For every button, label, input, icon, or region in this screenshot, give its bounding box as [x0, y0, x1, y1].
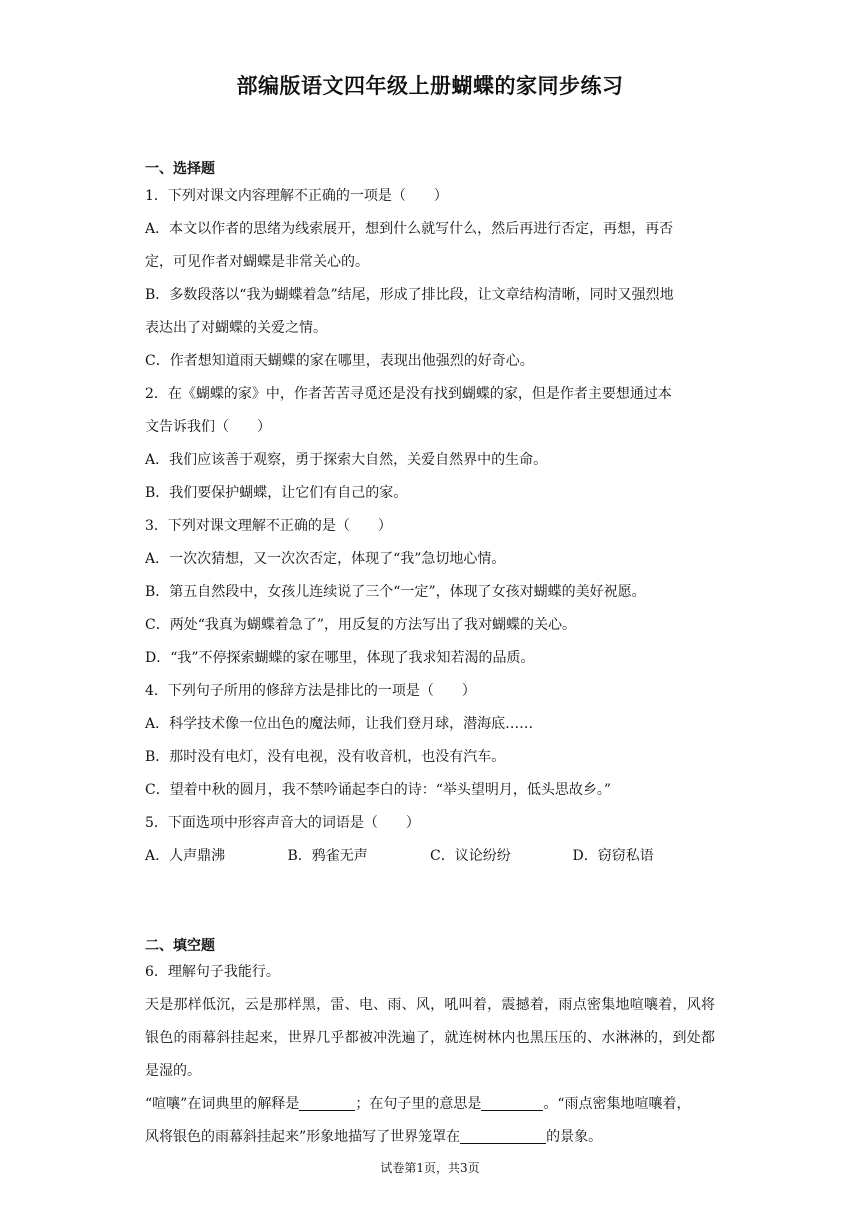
question-1-option-b: B．多数段落以“我为蝴蝶着急”结尾，形成了排比段，让文章结构清晰，同时又强烈地 — [145, 287, 674, 303]
fill-text-5: 的景象。 — [546, 1129, 603, 1145]
question-2-option-b: B．我们要保护蝴蝶，让它们有自己的家。 — [145, 485, 408, 501]
question-1-option-b-cont: 表达出了对蝴蝶的关爱之情。 — [145, 320, 327, 336]
question-4-option-c: C．望着中秋的圆月，我不禁吟诵起李白的诗：“举头望明月，低头思故乡。” — [145, 782, 612, 798]
question-3-option-a: A．一次次猜想，又一次次否定，体现了“我”急切地心情。 — [145, 551, 506, 567]
question-3-option-c: C．两处“我真为蝴蝶着急了”，用反复的方法写出了我对蝴蝶的关心。 — [145, 617, 577, 633]
question-5-option-b: B．鸦雀无声 — [287, 848, 368, 864]
answer-blank-3[interactable] — [460, 1127, 546, 1144]
question-6-stem: 6．理解句子我能行。 — [145, 964, 280, 980]
question-1-stem: 1．下列对课文内容理解不正确的一项是（ ） — [145, 188, 448, 204]
fill-questions — [145, 956, 715, 1154]
question-5-option-c: C．议论纷纷 — [430, 848, 511, 864]
question-6-fill-line-2 — [145, 1121, 715, 1154]
question-1-option-a: A．本文以作者的思绪为线索展开，想到什么就写什么，然后再进行否定，再想，再否 — [145, 221, 674, 237]
fill-text-3: 。“雨点密集地喧嚷着， — [543, 1096, 691, 1112]
page-title: 部编版语文四年级上册蝴蝶的家同步练习 — [236, 74, 624, 98]
page-footer: 试卷第1页，共3页 — [380, 1161, 480, 1175]
answer-blank-2[interactable] — [481, 1094, 543, 1111]
question-6-passage: 天是那样低沉，云是那样黑，雷、电、雨、风，吼叫着，震撼着，雨点密集地喧嚷着，风将银色的雨幕斜挂起来，世界几乎都被冲洗遍了，就连树林内也黑压压的、水淋淋的，到处都是湿的。 — [145, 997, 715, 1079]
question-3-option-d: D．“我”不停探索蝴蝶的家在哪里，体现了我求知若渴的品质。 — [145, 650, 535, 666]
section-heading-fill: 二、填空题 — [145, 938, 215, 954]
question-3-option-b: B．第五自然段中，女孩儿连续说了三个“一定”，体现了女孩对蝴蝶的美好祝愿。 — [145, 584, 646, 600]
answer-blank-1[interactable] — [299, 1094, 355, 1111]
question-2-option-a: A．我们应该善于观察，勇于探索大自然，关爱自然界中的生命。 — [145, 452, 548, 468]
question-1-option-c: C．作者想知道雨天蝴蝶的家在哪里，表现出他强烈的好奇心。 — [145, 353, 534, 369]
question-5-option-d: D．窃窃私语 — [572, 848, 654, 864]
question-4-option-a: A．科学技术像一位出色的魔法师，让我们登月球，潜海底…… — [145, 716, 534, 732]
choice-questions — [145, 180, 715, 873]
question-2-stem: 2．在《蝴蝶的家》中，作者苦苦寻觅还是没有找到蝴蝶的家，但是作者主要想通过本 — [145, 386, 672, 402]
question-4-stem: 4．下列句子所用的修辞方法是排比的一项是（ ） — [145, 683, 476, 699]
fill-text-4: 风将银色的雨幕斜挂起来”形象地描写了世界笼罩在 — [145, 1129, 461, 1145]
fill-text-1: “喧嚷”在词典里的解释是 — [145, 1096, 300, 1112]
question-5-stem: 5．下面选项中形容声音大的词语是（ ） — [145, 815, 420, 831]
question-2-stem-cont: 文告诉我们（ ） — [145, 419, 271, 435]
question-3-stem: 3．下列对课文理解不正确的是（ ） — [145, 518, 392, 534]
question-4-option-b: B．那时没有电灯，没有电视，没有收音机，也没有汽车。 — [145, 749, 506, 765]
question-5-options — [145, 840, 715, 873]
section-heading-choice: 一、选择题 — [145, 161, 215, 177]
question-6-fill-line-1 — [145, 1088, 715, 1121]
fill-text-2: ；在句子里的意思是 — [355, 1096, 482, 1112]
question-5-option-a: A．人声鼎沸 — [145, 848, 226, 864]
question-1-option-a-cont: 定，可见作者对蝴蝶是非常关心的。 — [145, 254, 369, 270]
